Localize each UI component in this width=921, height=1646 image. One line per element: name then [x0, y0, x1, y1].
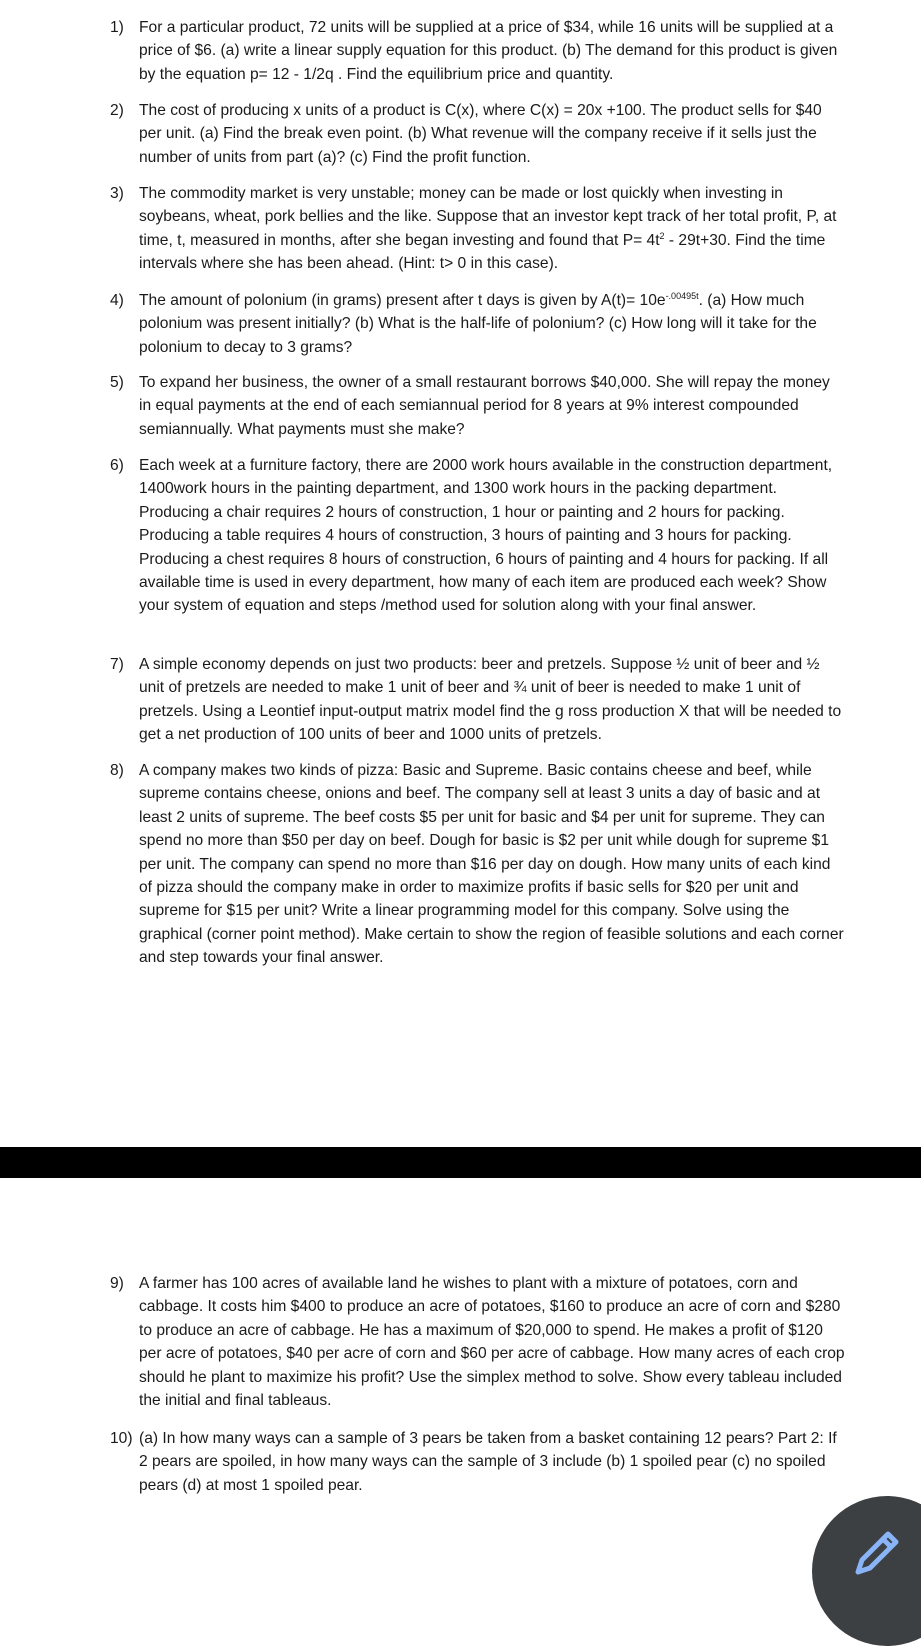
question-number: 1) [110, 19, 124, 36]
question-text: (a) In how many ways can a sample of 3 pears be taken from a basket containing 12 pears? Part 2: If 2 pears are spoiled, in how many ways can the sample of 3 include (b) 1 spoiled pear (c) no spoiled pears (d) at most 1 spoiled pear. [139, 1430, 837, 1494]
question-number: 4) [110, 292, 124, 309]
question-number: 3) [110, 185, 124, 202]
question-number: 7) [110, 656, 124, 673]
question-number: 6) [110, 457, 124, 474]
page-divider [0, 1147, 921, 1178]
question-text-part: The commodity market is very unstable; money can be made or lost quickly when investing in soybeans, wheat, pork bellies and the like. Suppose that an investor kept track of her total profit, P, at time, t, measured in months, after she began investing and found that P= 4t [139, 185, 837, 249]
question-text-part: - 29t+30. Find the time intervals where she has been ahead. (Hint: t> 0 in this case). [139, 231, 826, 273]
question-text [139, 289, 845, 359]
question-7 [110, 653, 845, 747]
question-3 [110, 182, 845, 276]
document-page-2 [0, 1178, 921, 1588]
question-8 [110, 759, 845, 970]
question-6 [110, 454, 845, 618]
question-number: 8) [110, 762, 124, 779]
question-number: 5) [110, 374, 124, 391]
question-9 [110, 1272, 845, 1412]
question-text: The cost of producing x units of a product is C(x), where C(x) = 20x +100. The product sells for $40 per unit. (a) Find the break even point. (b) What revenue will the company receive if it sells just the number of units from part (a)? (c) Find the profit function. [139, 102, 822, 166]
exponent: -.00495t [665, 291, 699, 301]
question-number: 9) [110, 1275, 124, 1292]
question-2 [110, 99, 845, 169]
question-5 [110, 371, 845, 441]
question-text: A company makes two kinds of pizza: Basic and Supreme. Basic contains cheese and beef, while supreme contains cheese, onions and beef. The company sell at least 3 units a day of basic and at least 2 units of supreme. The beef costs $5 per unit for basic and $4 per unit for supreme. They can spend no more than $50 per day on beef. Dough for basic is $2 per unit while dough for supreme $1 per unit. The company can spend no more than $16 per day on dough. How many units of each kind of pizza should the company make in order to maximize profits if basic sells for $20 per unit and supreme for $15 per unit? Write a linear programming model for this company. Solve using the graphical (corner point method). Make certain to show the region of feasible solutions and each corner and step towards your final answer. [139, 762, 844, 967]
question-text: Each week at a furniture factory, there are 2000 work hours available in the construction department, 1400work hours in the painting department, and 1300 work hours in the packing department. Producing a chair requires 2 hours of construction, 1 hour or painting and 2 hours for packing. Producing a table requires 4 hours of construction, 3 hours of painting and 3 hours for packing. Producing a chest requires 8 hours of construction, 6 hours of painting and 4 hours for packing. If all available time is used in every department, how many of each item are produced each week? Show your system of equation and steps /method used for solution along with your final answer. [139, 457, 833, 615]
pencil-icon [848, 1522, 908, 1582]
exponent: 2 [659, 230, 665, 241]
question-1 [110, 16, 845, 86]
question-4 [110, 289, 845, 359]
question-text: To expand her business, the owner of a small restaurant borrows $40,000. She will repay the money in equal payments at the end of each semiannual period for 8 years at 9% interest compounded semiannually. What payments must she make? [139, 374, 830, 438]
question-text-part: . (a) How much polonium was present initially? (b) What is the half-life of polonium? (c) How long will it take for the polonium to decay to 3 grams? [139, 292, 817, 356]
question-10 [110, 1427, 845, 1497]
question-text: A simple economy depends on just two products: beer and pretzels. Suppose ½ unit of beer and ½ unit of pretzels are needed to make 1 unit of beer and ¾ unit of beer is needed to make 1 unit of pretzels. Using a Leontief input-output matrix model find the g ross production X that will be needed to get a net production of 100 units of beer and 1000 units of pretzels. [139, 656, 842, 744]
question-number: 2) [110, 102, 124, 119]
question-text [139, 182, 845, 276]
question-number: 10) [110, 1430, 133, 1447]
question-text: A farmer has 100 acres of available land he wishes to plant with a mixture of potatoes, corn and cabbage. It costs him $400 to produce an acre of potatoes, $160 to produce an acre of corn and $280 to produce an acre of cabbage. He has a maximum of $20,000 to spend. He makes a profit of $120 per acre of potatoes, $40 per acre of corn and $60 per acre of cabbage. How many acres of each crop should he plant to maximize his profit? Use the simplex method to solve. Show every tableau included the initial and final tableaus. [139, 1275, 845, 1410]
question-text: For a particular product, 72 units will be supplied at a price of $34, while 16 units will be supplied at a price of $6. (a) write a linear supply equation for this product. (b) The demand for this product is given by the equation p= 12 - 1/2q . Find the equilibrium price and quantity. [139, 19, 838, 83]
question-text-part: The amount of polonium (in grams) present after t days is given by A(t)= 10e [139, 292, 666, 309]
